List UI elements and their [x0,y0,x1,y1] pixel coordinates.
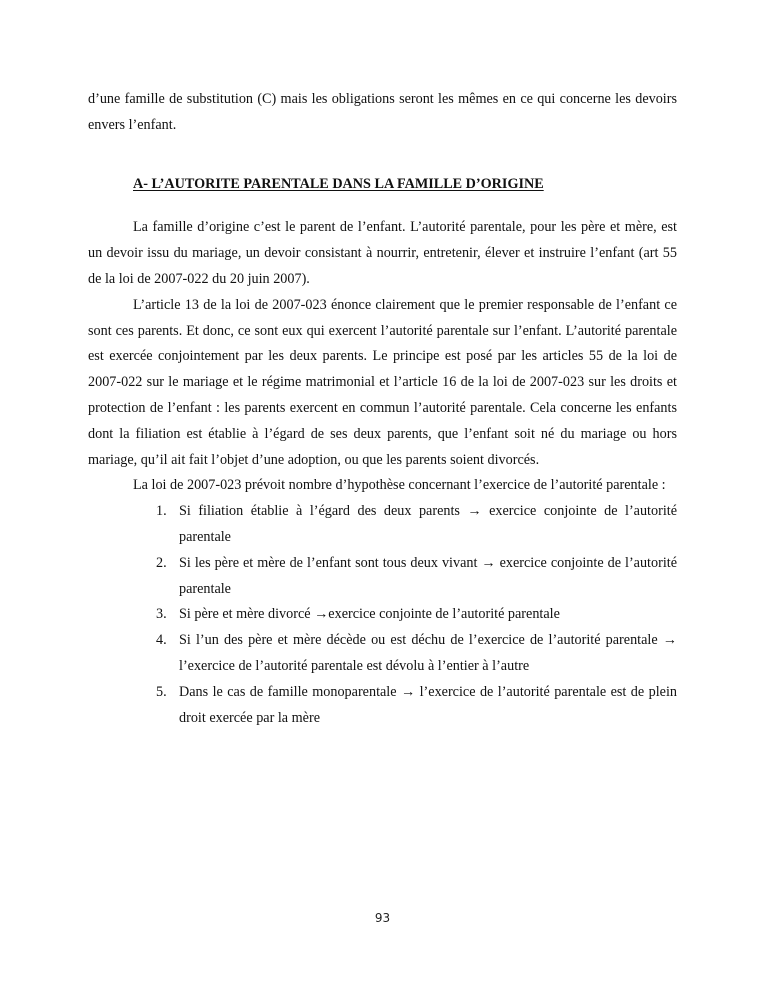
paragraph-hypotheses: La loi de 2007-023 prévoit nombre d’hypothèse concernant l’exercice de l’autorité parentale : [133,477,666,494]
list-item [88,551,677,603]
list-item-number: 3. [156,606,167,623]
document-body [88,87,677,731]
intro-paragraph: d’une famille de substitution (C) mais les obligations seront les mêmes en ce qui concerne les devoirs envers l’enfant. [88,91,677,133]
page-number: 93 [374,911,391,925]
section-heading: A- L’AUTORITE PARENTALE DANS LA FAMILLE D’ORIGINE [133,175,544,192]
list-item-number: 5. [156,683,167,700]
list-item-text: Si les père et mère de l’enfant sont tous deux vivant → exercice conjointe de l’autorité parentale [179,554,677,597]
list-item [88,680,677,732]
paragraph-famille-origine: La famille d’origine c’est le parent de l’enfant. L’autorité parentale, pour les père et mère, est un devoir issu du mariage, un devoir consistant à nourrir, entretenir, élever et instruire l’enfant (art 55 de la loi de 2007-022 du 20 juin 2007). [88,219,677,287]
list-item [88,602,677,628]
list-item-number: 2. [156,554,167,571]
list-item-text: Si filiation établie à l’égard des deux parents → exercice conjointe de l’autorité parentale [179,503,677,545]
list-item-number: 1. [156,503,167,520]
list-item [88,628,677,680]
hypothesis-list [88,499,677,731]
paragraph-article-13: L’article 13 de la loi de 2007-023 énonce clairement que le premier responsable de l’enfant ce sont ces parents. Et donc, ce sont eux qui exercent l’autorité parentale sur l’enfant. L’autorité parentale est exercée conjointement par les deux parents. Le principe est posé par les articles 55 de la loi de 2007-022 sur le mariage et le régime matrimonial et l’article 16 de la loi de 2007-023 sur les droits et protection de l’enfant : les parents exercent en commun l’autorité parentale. Cela concerne les enfants dont la filiation est établie à l’égard de ses deux parents, que l’enfant soit né du mariage ou hors mariage, qu’il ait fait l’objet d’une adoption, ou que les parents soient divorcés. [88,296,677,468]
list-item [88,499,677,551]
list-item-text: Si père et mère divorcé →exercice conjointe de l’autorité parentale [179,606,560,623]
list-item-text: Dans le cas de famille monoparentale → l’exercice de l’autorité parentale est de plein droit exercée par la mère [179,683,677,726]
list-item-text: Si l’un des père et mère décède ou est déchu de l’exercice de l’autorité parentale → l’exercice de l’autorité parentale est dévolu à l’entier à l’autre [179,632,677,674]
list-item-number: 4. [156,632,167,649]
